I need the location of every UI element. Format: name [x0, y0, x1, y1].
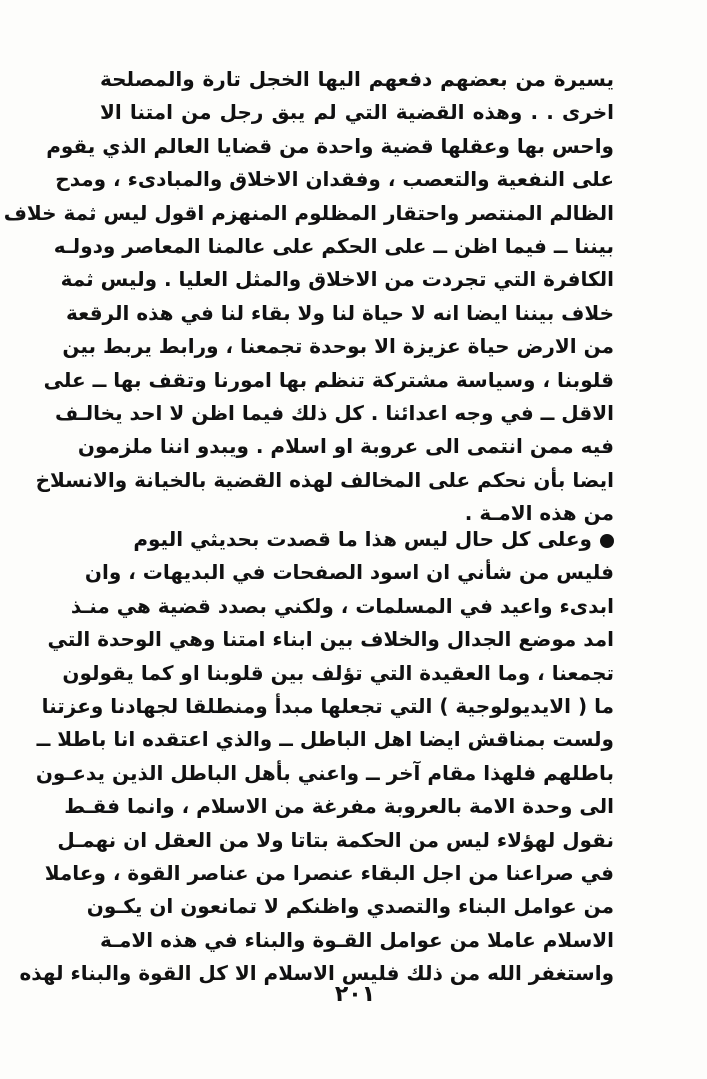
text-line: تجمعنا ، وما العقيدة التي تؤلف بين قلوبنا او كما يقولون — [62, 660, 614, 685]
text-line: الى وحدة الامة بالعروبة مفرغة من الاسلام ، وانما فقـط — [64, 794, 614, 819]
text-line: في صراعنا من اجل البقاء عنصرا من عناصر القوة ، وعاملا — [44, 860, 614, 885]
bullet-icon — [600, 534, 614, 548]
text-line: ما ( الايديولوجية ) التي تجعلها مبدأ ومنطلقا لجهادنا وعزتنا — [41, 693, 614, 718]
page-number: ٢٠١ — [334, 982, 376, 1007]
text-line: واستغفر الله من ذلك فليس الاسلام الا كل القوة والبناء لهذه — [19, 961, 614, 986]
text-line: على النفعية والتعصب ، وفقدان الاخلاق والمبادىء ، ومدح — [55, 167, 614, 192]
text-line-first — [100, 523, 614, 556]
text-line: فليس من شأني ان اسود الصفحات في البديهات ، وان — [84, 560, 614, 585]
text-line: بيننا ــ فيما اظن ــ على الحكم على عالمنا المعاصر ودولـه — [53, 233, 614, 258]
text-line: نقول لهؤلاء ليس من الحكمة بتاتا ولا من العقل ان نهمـل — [57, 827, 614, 852]
text-line: يسيرة من بعضهم دفعهم اليها الخجل تارة والمصلحة — [100, 67, 614, 91]
text-line: باطلهم فلهذا مقام آخر ــ واعني بأهل الباطل الذين يدعـون — [35, 760, 614, 785]
text-line: واحس بها وعقلها قضية واحدة من قضايا العالم الذي يقوم — [46, 133, 614, 158]
text-line: ايضا بأن نحكم على المخالف لهذه القضية بالخيانة والانسلاخ — [35, 467, 614, 492]
text-line: فيه ممن انتمى الى عروبة او اسلام . ويبدو اننا ملزمون — [77, 434, 614, 459]
text-line: من هذه الامـة . — [464, 501, 614, 526]
text-line: الظالم المنتصر واحتقار المظلوم المنهزم اقول ليس ثمة خلاف — [3, 200, 614, 225]
text-line: الاقل ــ في وجه اعدائنا . كل ذلك فيما اظن لا احد يخالـف — [55, 400, 614, 425]
text-line: الاسلام عاملا من عوامل القـوة والبناء في هذه الامـة — [100, 927, 614, 952]
paragraph-2 — [19, 523, 614, 990]
text-line: امد موضع الجدال والخلاف بين ابناء امتنا وهي الوحدة التي — [47, 627, 614, 652]
text-line: الكافرة التي تجردت من الاخلاق والمثل العليا . وليس ثمة — [60, 267, 614, 292]
text-line: ابدىء واعيد في المسلمات ، ولكني بصدد قضية هي منـذ — [70, 593, 614, 618]
text-line: من الارض حياة عزيزة الا بوحدة تجمعنا ، ورابط يربط بين — [62, 334, 614, 359]
text-line: قلوبنا ، وسياسة مشتركة تنظم بها امورنا وتقف بها ــ على — [43, 367, 614, 392]
text-line: اخرى . . وهذه القضية التي لم يبق رجل من امتنا الا — [100, 100, 614, 125]
text-line-content: وعلى كل حال ليس هذا ما قصدت بحديثي اليوم — [133, 527, 592, 551]
text-line: خلاف بيننا ايضا انه لا حياة لنا ولا بقاء لنا في هذه الرقعة — [66, 300, 614, 325]
text-line: من عوامل البناء والتصدي واظنكم لا تمانعون ان يكـون — [86, 894, 614, 919]
paragraph-1 — [3, 63, 614, 530]
text-line: ولست بمناقش ايضا اهل الباطل ــ والذي اعتقده انا باطلا ــ — [36, 727, 614, 752]
